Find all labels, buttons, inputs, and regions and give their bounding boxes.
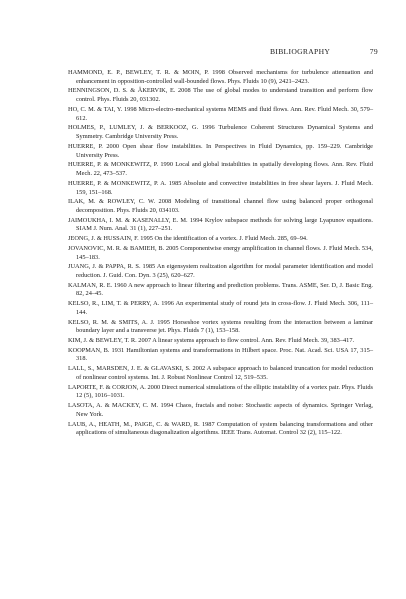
reference-entry: HUERRE, P. & MONKEWITZ, P. 1990 Local and global instabilities in spatially developing flows. Ann. Rev. Fluid Mech. 22, 473–537. bbox=[68, 161, 373, 178]
reference-entry: LASOTA, A. & MACKEY, C. M. 1994 Chaos, fractals and noise: Stochastic aspects of dynamics. Springer Verlag, New York. bbox=[68, 402, 373, 418]
page-number: 79 bbox=[369, 47, 378, 56]
running-header bbox=[270, 47, 378, 56]
reference-entry: LAPORTE, F. & CORJON, A. 2000 Direct numerical simulations of the elliptic instability of a vortex pair. Phys. Fluids 12 (5), 1016–1031. bbox=[68, 383, 373, 400]
reference-entry: JUANG, J. & PAPPA, R. S. 1985 An eigensystem realization algorithm for modal parameter identification and model reduction. J. Guid. Con. Dyn. 3 (25), 620–627. bbox=[68, 263, 373, 279]
reference-entry: KOOPMAN, B. 1931 Hamiltonian systems and transformations in Hilbert space. Proc. Nat. Acad. Sci. USA 17, 315–318. bbox=[68, 346, 373, 363]
reference-entry: JAIMOUKHA, I. M. & KASENALLY, E. M. 1994 Krylov subspace methods for solving large Lyapunov equations. SIAM J. Num. Anal. 31 (1), 227–251. bbox=[68, 216, 373, 233]
reference-entry: KALMAN, R. E. 1960 A new approach to linear filtering and prediction problems. Trans. ASME, Ser. D, J. Basic Eng. 82, 24–45. bbox=[68, 281, 373, 298]
reference-entry: KELSO, R., LIM, T. & PERRY, A. 1996 An experimental study of round jets in cross-flow. J. Fluid Mech. 306, 111–144. bbox=[68, 300, 373, 316]
reference-entry: HUERRE, P. 2000 Open shear flow instabilities. In Perspectives in Fluid Dynamics, pp. 159–229. Cambridge University Press. bbox=[68, 142, 373, 159]
reference-entry: ILAK, M. & ROWLEY, C. W. 2008 Modeling of transitional channel flow using balanced proper orthogonal decomposition. Phys. Fluids 20, 034103. bbox=[68, 198, 373, 214]
reference-entry: HO, C. M. & TAI, Y. 1998 Micro-electro-mechanical systems MEMS and fluid flows. Ann. Rev. Fluid Mech. 30, 579–612. bbox=[68, 105, 373, 122]
reference-entry: JOVANOVIC, M. R. & BAMIEH, B. 2005 Componentwise energy amplification in channel flows. J. Fluid Mech. 534, 145–183. bbox=[68, 244, 373, 261]
reference-entry: HAMMOND, E. P., BEWLEY, T. R. & MOIN, P. 1998 Observed mechanisms for turbulence attenuation and enhancement in opposition-controlled wall-bounded flows. Phys. Fluids 10 (9), 2421–2423. bbox=[68, 69, 373, 85]
reference-entry: KIM, J. & BEWLEY, T. R. 2007 A linear systems approach to flow control. Ann. Rev. Fluid Mech. 39, 383–417. bbox=[68, 337, 355, 345]
reference-entry: HOLMES, P., LUMLEY, J. & BERKOOZ, G. 1996 Turbulence Coherent Structures Dynamical Systems and Symmetry. Cambridge University Press. bbox=[68, 124, 373, 141]
reference-entry: LALL, S., MARSDEN, J. E. & GLAVASKI, S. 2002 A subspace approach to balanced truncation for model reduction of nonlinear control systems. Int. J. Robust Nonlinear Control 12, 519–535. bbox=[68, 365, 373, 381]
reference-entry: LAUB, A., HEATH, M., PAIGE, C. & WARD, R. 1987 Computation of system balancing transformations and other applications of simultaneous diagonalization algorithms. IEEE Trans. Automat. Control 32 (2), 115–122. bbox=[68, 420, 373, 437]
reference-entry: HUERRE, P. & MONKEWITZ, P. A. 1985 Absolute and convective instabilities in free shear layers. J. Fluid Mech. 159, 151–168. bbox=[68, 179, 373, 196]
reference-list bbox=[68, 69, 373, 439]
running-header-title: BIBLIOGRAPHY bbox=[270, 47, 331, 56]
reference-entry: JEONG, J. & HUSSAIN, F. 1995 On the identification of a vortex. J. Fluid Mech. 285, 69–94. bbox=[68, 235, 308, 243]
reference-entry: KELSO, R. M. & SMITS, A. J. 1995 Horseshoe vortex systems resulting from the interaction between a laminar boundary layer and a transverse jet. Phys. Fluids 7 (1), 153–158. bbox=[68, 318, 373, 335]
reference-entry: HENNINGSON, D. S. & ÅKERVIK, E. 2008 The use of global modes to understand transition and perform flow control. Phys. Fluids 20, 031302. bbox=[68, 87, 373, 104]
